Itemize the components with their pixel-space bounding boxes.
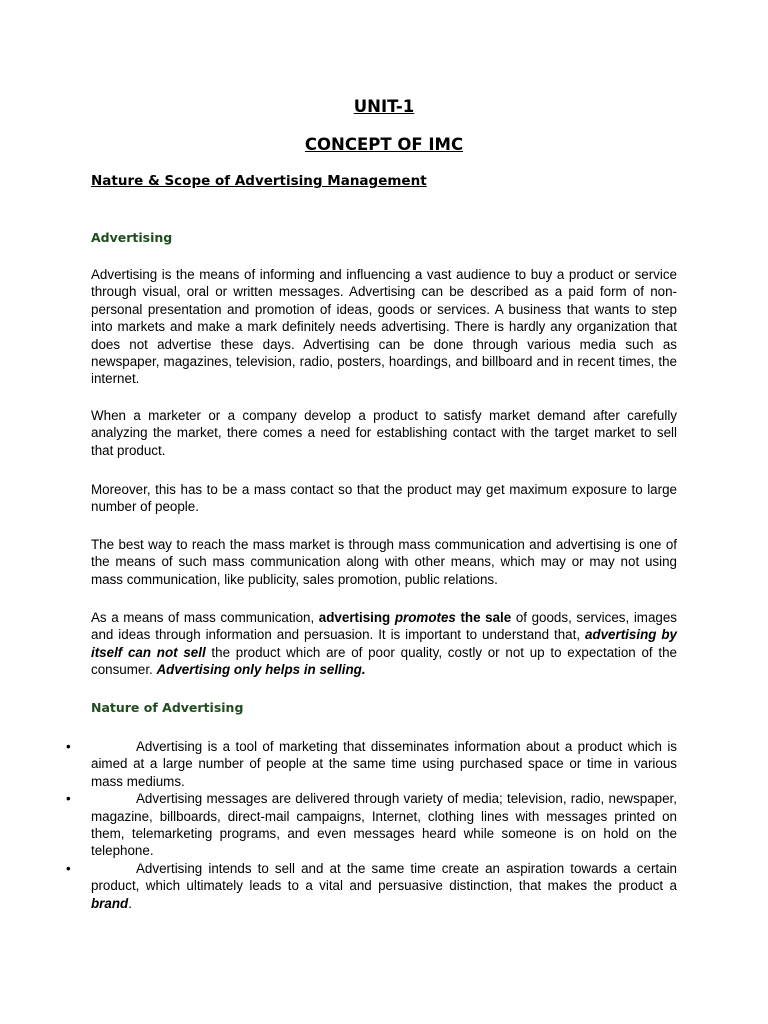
p5-bold-italic-helps-selling: Advertising only helps in selling. <box>156 662 366 678</box>
paragraph-5 <box>91 609 677 679</box>
heading-nature-of-advertising: Nature of Advertising <box>91 700 244 715</box>
concept-heading <box>0 134 768 156</box>
nature-bullet-list <box>0 738 768 912</box>
p5-bold-2: the sale <box>455 610 512 625</box>
list-item <box>0 790 768 860</box>
p5-text-3: the product which are of poor quality, costly or not up to expectation of the consumer. <box>91 644 677 678</box>
bullet-text <box>91 860 677 912</box>
bullet-icon: • <box>66 860 71 876</box>
p5-bold-italic-cannot-sell: advertising by itself can not sell <box>91 627 677 660</box>
unit-heading-text: UNIT-1 <box>353 97 415 116</box>
p5-bold-1: advertising <box>318 610 395 625</box>
paragraph-2: When a marketer or a company develop a product to satisfy market demand after carefully analyzing the market, there comes a need for establishing contact with the target market to sell that product. <box>91 408 677 458</box>
heading-advertising: Advertising <box>91 230 173 245</box>
bullet-icon: • <box>66 791 71 807</box>
unit-heading <box>0 96 768 118</box>
brand-emphasis: brand <box>91 895 129 911</box>
section-title: Nature & Scope of Advertising Management <box>91 173 427 189</box>
paragraph-3: Moreover, this has to be a mass contact so that the product may get maximum exposure to large number of people. <box>91 482 677 515</box>
list-item <box>0 738 768 790</box>
p5-text-2: of goods, services, images and ideas through information and persuasion. It is important to understand that, <box>91 610 677 643</box>
list-item <box>0 860 768 912</box>
p5-text-1: As a means of mass communication, <box>91 610 319 625</box>
concept-heading-text: CONCEPT OF IMC <box>304 135 464 154</box>
bullet-icon: • <box>66 739 71 754</box>
bullet-text-after: . <box>128 895 132 911</box>
paragraph-4: The best way to reach the mass market is through mass communication and advertising is one of the means of such mass communication along with other means, which may or may not using mass communication, like publicity, sales promotion, public relations. <box>91 537 677 587</box>
bullet-text-before: Advertising intends to sell and at the same time create an aspiration towards a certain product, which ultimately leads to a vital and persuasive distinction, that makes the product a <box>91 860 677 894</box>
bullet-text: Advertising messages are delivered through variety of media; television, radio, newspaper, magazine, billboards, direct-mail campaigns, Internet, clothing lines with messages printed on them, telemarketing programs, and even messages heard while someone is on hold on the telephone. <box>91 791 677 859</box>
p5-bold-italic-promotes: promotes <box>394 610 456 625</box>
paragraph-1: Advertising is the means of informing and influencing a vast audience to buy a product or service through visual, oral or written messages. Advertising can be described as a paid form of non-personal presentation and promotion of ideas, goods or services. A business that wants to step into markets and make a mark definitely needs advertising. There is hardly any organization that does not advertise these days. Advertising can be done through various media such as newspaper, magazines, television, radio, posters, hoardings, and billboard and in recent times, the internet. <box>91 267 677 387</box>
bullet-text: Advertising is a tool of marketing that disseminates information about a product which is aimed at a large number of people at the same time using purchased space or time in various mass mediums. <box>91 739 677 789</box>
